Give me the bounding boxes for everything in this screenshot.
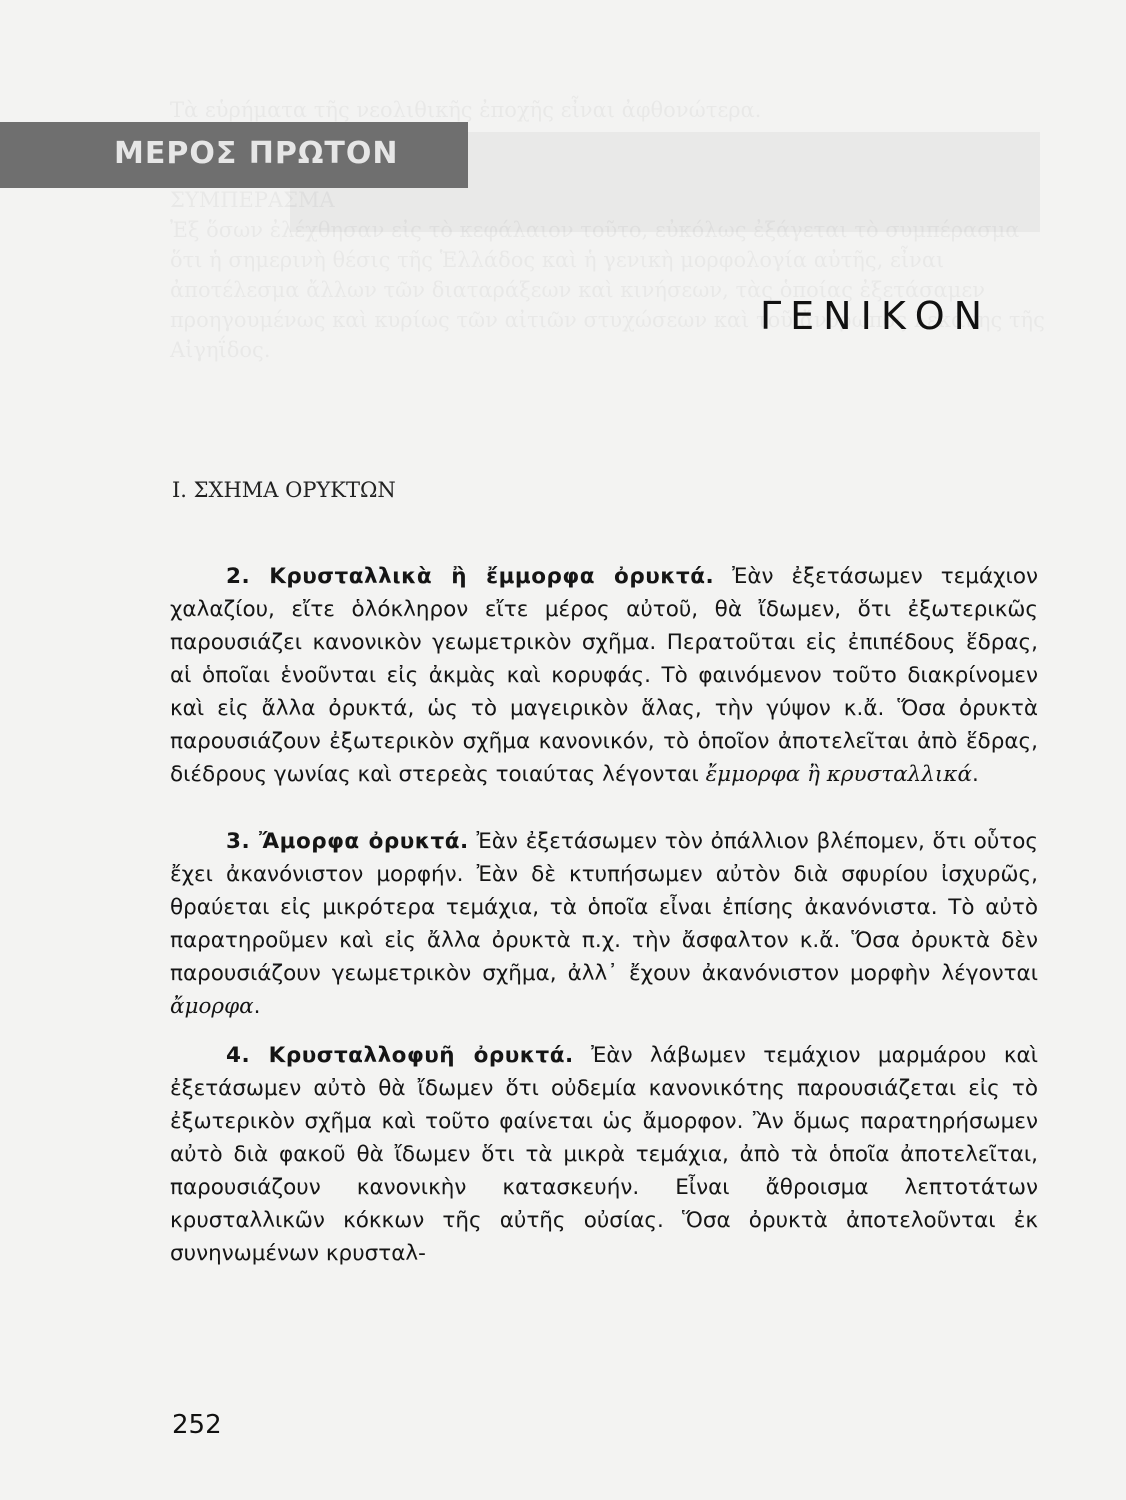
paragraph-end: . [253, 994, 261, 1019]
paragraph-crystallophyre [170, 1039, 1038, 1270]
body-text [170, 560, 1038, 1286]
paragraph-body: Ἐὰν λάβωμεν τεμάχιον μαρμάρου καὶ ἐξετάσωμεν αὐτὸ θὰ ἴδωμεν ὅτι οὐδεμία κανονικότης παρουσιάζεται εἰς τὸ ἐξωτερικὸν σχῆμα καὶ τοῦτο φαίνεται ὡς ἄμορφον. Ἂν ὅμως παρατηρήσωμεν αὐτὸ διὰ φακοῦ θὰ ἴδωμεν ὅτι τὰ μικρὰ τεμάχια, ἀπὸ τὰ ὁποῖα ἀποτελεῖται, παρουσιάζουν κανονικὴν κατασκευήν. Εἶναι ἄθροισμα λεπτοτάτων κρυσταλλικῶν κόκκων τῆς αὐτῆς οὐσίας. Ὅσα ὀρυκτὰ ἀποτελοῦνται ἐκ συνηνωμένων κρυσταλ- [170, 1043, 1038, 1266]
chapter-heading: Ι. ΣΧΗΜΑ ΟΡΥΚΤΩΝ [172, 478, 396, 502]
paragraph-term: ἄμορφα [170, 994, 254, 1019]
paragraph-lead: 4. Κρυσταλλοφυῆ ὀρυκτά. [226, 1043, 574, 1068]
part-banner-label: ΜΕΡΟΣ ΠΡΩΤΟΝ [114, 136, 399, 171]
section-title: ΓΕΝΙΚΟΝ [760, 294, 992, 338]
paragraph-lead: 2. Κρυσταλλικὰ ἢ ἔμμορφα ὀρυκτά. [226, 564, 715, 589]
paragraph-crystalline [170, 560, 1038, 791]
paragraph-amorphous [170, 825, 1038, 1023]
paragraph-end: . [971, 762, 979, 787]
paragraph-body: Ἐὰν ἐξετάσωμεν τὸν ὀπάλλιον βλέπομεν, ὅτι οὗτος ἔχει ἀκανόνιστον μορφήν. Ἐὰν δὲ κτυπήσωμεν αὐτὸν διὰ σφυρίου ἰσχυρῶς, θραύεται εἰς μικρότερα τεμάχια, τὰ ὁποῖα εἶναι ἐπίσης ἀκανόνιστα. Τὸ αὐτὸ παρατηροῦμεν καὶ εἰς ἄλλα ὀρυκτὰ π.χ. τὴν ἄσφαλτον κ.ἄ. Ὅσα ὀρυκτὰ δὲν παρουσιάζουν γεωμετρικὸν σχῆμα, ἀλλ᾽ ἔχουν ἀκανόνιστον μορφὴν λέγονται [170, 829, 1038, 986]
page-number: 252 [172, 1410, 222, 1440]
paragraph-body: Ἐὰν ἐξετάσωμεν τεμάχιον χαλαζίου, εἴτε ὁλόκληρον εἴτε μέρος αὐτοῦ, θὰ ἴδωμεν, ὅτι ἐξωτερικῶς παρουσιάζει κανονικὸν γεωμετρικὸν σχῆμα. Περατοῦται εἰς ἐπιπέδους ἕδρας, αἱ ὁποῖαι ἑνοῦνται εἰς ἀκμὰς καὶ κορυφάς. Τὸ φαινόμενον τοῦτο διακρίνομεν καὶ εἰς ἄλλα ὀρυκτά, ὡς τὸ μαγειρικὸν ἅλας, τὴν γύψον κ.ἄ. Ὅσα ὀρυκτὰ παρουσιάζουν ἐξωτερικὸν σχῆμα κανονικόν, τὸ ὁποῖον ἀποτελεῖται ἀπὸ ἕδρας, διέδρους γωνίας καὶ στερεὰς τοιαύτας λέγονται [170, 564, 1038, 787]
part-banner [0, 122, 468, 188]
paragraph-term: ἔμμορφα ἢ κρυσταλλικά [705, 762, 972, 787]
paragraph-lead: 3. Ἄμορφα ὀρυκτά. [226, 829, 469, 854]
